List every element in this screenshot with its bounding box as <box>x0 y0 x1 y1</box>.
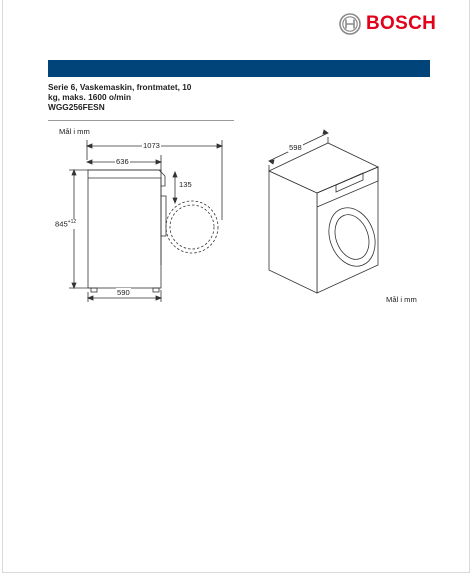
dim-door-clearance: 135 <box>179 180 192 189</box>
cabinet-side-outline <box>88 170 161 288</box>
side-view-drawing <box>3 0 243 310</box>
dim-height-tolerance: +12 <box>67 219 77 225</box>
door-swing-circle <box>166 201 218 253</box>
isometric-view-drawing <box>258 125 388 300</box>
spec-sheet-page <box>2 0 470 573</box>
iso-side-face <box>269 171 317 293</box>
dim-height <box>54 219 77 229</box>
brand-logo <box>339 12 436 36</box>
dim-base-depth: 590 <box>117 288 130 297</box>
dim-body-depth: 636 <box>116 157 129 166</box>
dim-total-depth: 1073 <box>143 141 160 150</box>
product-model: WGG256FESN <box>48 102 105 112</box>
product-title-line-1: Serie 6, Vaskemaskin, frontmatet, 10 <box>48 82 192 92</box>
foot-left <box>91 288 97 292</box>
product-title-line-2: kg, maks. 1600 o/min <box>48 92 132 102</box>
foot-right <box>153 288 159 292</box>
unit-label-left: Mål i mm <box>59 127 90 136</box>
dim-height-value: 845 <box>55 219 68 229</box>
dim-width: 598 <box>289 143 302 152</box>
brand-wordmark: BOSCH <box>366 13 437 34</box>
bosch-armature-icon <box>339 13 361 35</box>
unit-label-right: Mål i mm <box>386 295 417 304</box>
